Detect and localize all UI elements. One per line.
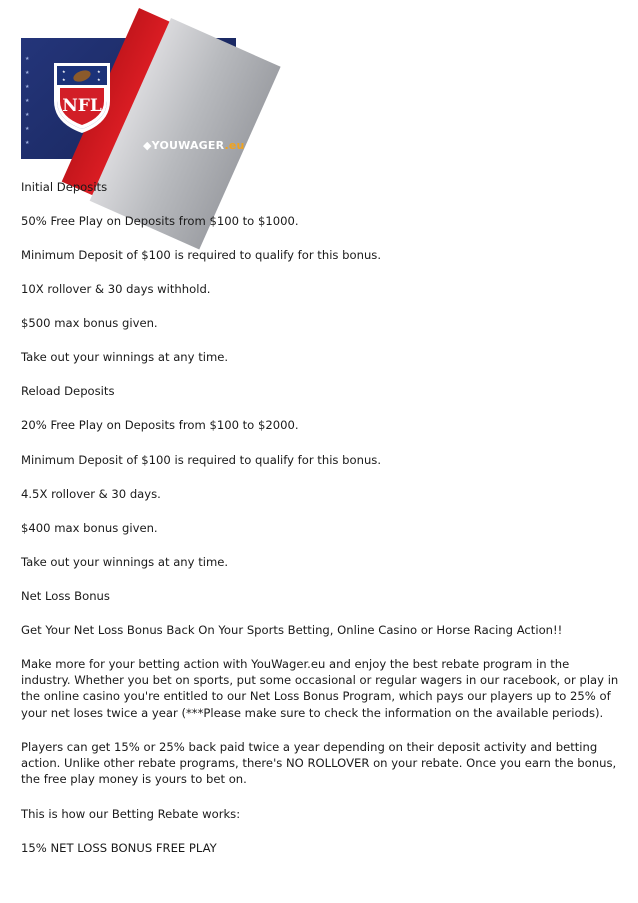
youwager-brand xyxy=(143,139,245,152)
text-line: 15% NET LOSS BONUS FREE PLAY xyxy=(21,841,217,855)
nfl-shield-logo xyxy=(51,55,113,135)
text-line: Minimum Deposit of $100 is required to qualify for this bonus. xyxy=(21,248,382,262)
nfl-logo-text: NFL xyxy=(62,96,102,116)
text-line: 20% Free Play on Deposits from $100 to $2000. xyxy=(21,418,299,432)
text-line: 50% Free Play on Deposits from $100 to $1000. xyxy=(21,214,299,228)
svg-text:★: ★ xyxy=(97,69,101,74)
brand-tld: .eu xyxy=(224,139,245,152)
text-line: This is how our Betting Rebate works: xyxy=(21,807,241,821)
brand-diamond-icon: ◆ xyxy=(143,139,152,152)
text-line: Take out your winnings at any time. xyxy=(21,350,229,364)
svg-text:★: ★ xyxy=(97,77,101,82)
svg-text:★: ★ xyxy=(62,77,66,82)
paragraph-rebate-program: Make more for your betting action with YouWager.eu and enjoy the best rebate program in the industry. Whether you bet on sports, put some occasional or regular wagers in our racebook, or play in the online casino you're entitled to our Net Loss Bonus Program, which pays our players up to 25% of your net loses twice a year (***Please make sure to check the information on the available periods). xyxy=(21,657,619,720)
text-line: $500 max bonus given. xyxy=(21,316,158,330)
text-line: $400 max bonus given. xyxy=(21,521,158,535)
text-line: 10X rollover & 30 days withhold. xyxy=(21,282,211,296)
section-heading-net-loss-bonus: Net Loss Bonus xyxy=(21,589,110,603)
section-heading-initial-deposits: Initial Deposits xyxy=(21,180,108,194)
text-line: Minimum Deposit of $100 is required to qualify for this bonus. xyxy=(21,453,382,467)
nfl-banner-image xyxy=(21,38,245,159)
text-line: Take out your winnings at any time. xyxy=(21,555,229,569)
text-line: Get Your Net Loss Bonus Back On Your Sports Betting, Online Casino or Horse Racing Action!! xyxy=(21,623,563,637)
star-column-decoration: ★ ★ ★ ★ ★ ★ ★ xyxy=(25,56,30,146)
svg-text:★: ★ xyxy=(62,69,66,74)
brand-name: YOUWAGER xyxy=(151,139,225,152)
paragraph-rebate-details: Players can get 15% or 25% back paid twice a year depending on their deposit activity and betting action. Unlike other rebate programs, there's NO ROLLOVER on your rebate. Once you earn the bonus, the free play money is yours to bet on. xyxy=(21,740,617,787)
section-heading-reload-deposits: Reload Deposits xyxy=(21,384,115,398)
text-line: 4.5X rollover & 30 days. xyxy=(21,487,161,501)
